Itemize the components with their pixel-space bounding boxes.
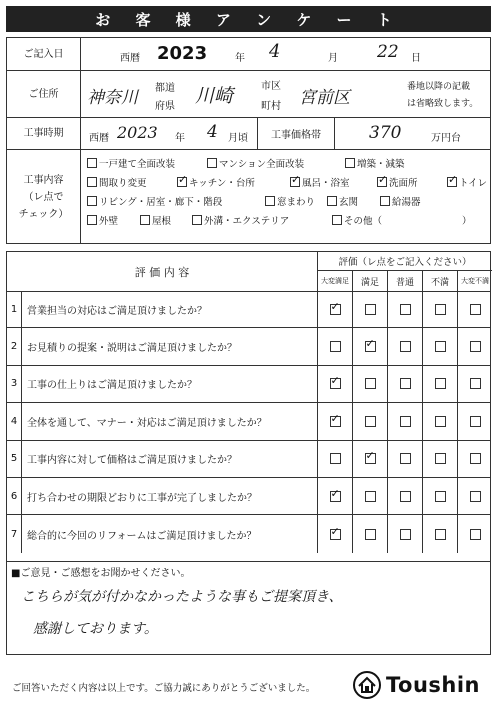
work-row [7,149,490,244]
rating-checkbox[interactable] [435,453,446,464]
question-row [7,291,490,328]
rating-cell [352,291,387,327]
rating-cell [457,515,492,552]
checkbox[interactable] [177,177,187,187]
question-text: お見積りの提案・説明はご満足頂けましたか？ [27,343,237,355]
rating-cell [387,328,422,364]
rating-cell [317,366,352,402]
period-month: 4 [207,122,218,142]
work-option [332,213,382,227]
checkbox[interactable] [290,177,300,187]
date-row [7,38,490,70]
month-unit: 月 [328,53,338,64]
question-text: 営業担当の対応はご満足頂けましたか？ [27,305,207,317]
rating-checkbox[interactable] [400,491,411,502]
rating-cell [422,441,457,477]
price-value: 370 [369,123,402,143]
period-year-unit: 年 [175,133,185,144]
address-label: ご住所 [7,71,81,117]
scale-header: 大変不満 [457,271,492,291]
checkbox[interactable] [207,158,217,168]
rating-cell [387,366,422,402]
price-unit: 万円台 [431,133,461,144]
rating-checkbox[interactable] [365,529,376,540]
question-number: 2 [7,328,22,364]
work-option-label: 玄関 [339,197,359,208]
work-option [87,175,147,189]
rating-cell [422,328,457,364]
rating-checkbox[interactable] [470,491,481,502]
rating-checkbox[interactable] [470,341,481,352]
work-option-label: キッチン・台所 [189,178,255,189]
rating-checkbox[interactable] [470,416,481,427]
rating-cell [457,403,492,439]
rating-checkbox[interactable] [365,453,376,464]
rating-cell [457,328,492,364]
checkbox[interactable] [87,177,97,187]
rating-cell [317,328,352,364]
rating-cell [352,328,387,364]
rating-cell [422,515,457,552]
rating-checkbox[interactable] [470,453,481,464]
rating-checkbox[interactable] [330,529,341,540]
rating-cell [457,366,492,402]
work-option [192,213,289,227]
checkbox[interactable] [192,215,202,225]
work-option-label: 増築・減築 [357,159,405,170]
question-text: 工事の仕上りはご満足頂けましたか？ [27,380,197,392]
checkbox[interactable] [332,215,342,225]
rating-cell [352,515,387,552]
work-option-label: 外壁 [99,216,119,227]
work-option [377,175,418,189]
rating-checkbox[interactable] [400,304,411,315]
comment-line-2: 感謝しております。 [33,621,158,637]
comments-section [6,562,491,655]
address-ward: 宮前区 [299,88,350,108]
rating-checkbox[interactable] [400,453,411,464]
checkbox[interactable] [87,215,97,225]
rating-checkbox[interactable] [400,378,411,389]
rating-checkbox[interactable] [330,304,341,315]
scale-header: 不満 [422,271,457,291]
rating-checkbox[interactable] [470,304,481,315]
work-option-label: その他（ [344,216,383,227]
comments-label: ■ご意見・ご感想をお聞かせください。 [11,568,191,579]
rating-cell [387,478,422,514]
work-option [265,194,315,208]
brand-name: Toushin [386,673,481,697]
rating-checkbox[interactable] [435,416,446,427]
rating-checkbox[interactable] [365,416,376,427]
fuken-label: 府県 [155,101,175,112]
work-option-label: ） [462,216,472,227]
comment-line-1: こちらが気が付かなかったような事もご提案頂き、 [21,589,343,605]
rating-cell [352,478,387,514]
rating-checkbox[interactable] [400,416,411,427]
rating-checkbox[interactable] [365,491,376,502]
info-section [6,37,491,244]
rating-checkbox[interactable] [435,304,446,315]
rating-cell [317,291,352,327]
work-option [177,175,255,189]
work-option [345,156,405,170]
rating-checkbox[interactable] [330,491,341,502]
checkbox[interactable] [327,196,337,206]
question-row [7,515,490,552]
footer-text: ご回答いただく内容は以上です。ご協力誠にありがとうございました。 [12,683,316,694]
date-label: ご記入日 [7,38,81,70]
scale-header: 普通 [387,271,422,291]
work-option [140,213,171,227]
work-option [87,156,175,170]
work-option [207,156,304,170]
work-option [462,213,472,227]
question-text: 打ち合わせの期限どおりに工事が完了しましたか？ [27,492,257,504]
price-label: 工事価格帯 [257,118,335,149]
work-option-label: トイレ [459,178,488,189]
work-option [87,213,118,227]
shiku-label: 市区 [261,81,281,92]
work-option [327,194,358,208]
address-prefecture: 神奈川 [87,88,138,108]
checkbox[interactable] [345,158,355,168]
address-note-1: 番地以降の記載 [407,82,471,92]
rating-checkbox[interactable] [330,341,341,352]
rating-checkbox[interactable] [330,453,341,464]
rating-cell [422,366,457,402]
question-row [7,478,490,515]
rating-checkbox[interactable] [470,529,481,540]
work-option-label: 窓まわり [277,197,316,208]
rating-checkbox[interactable] [435,491,446,502]
question-number: 1 [7,291,22,327]
rating-cell [422,478,457,514]
rating-cell [317,478,352,514]
work-option-label: 外溝・エクステリア [204,216,290,227]
work-option-label: 屋根 [152,216,172,227]
brand-logo [352,670,480,700]
year-unit: 年 [235,53,245,64]
scale-header: 満足 [352,271,387,291]
address-note-2: は省略致します。 [407,99,479,109]
address-row [7,70,490,117]
rating-checkbox[interactable] [400,529,411,540]
day-unit: 日 [411,53,421,64]
rating-cell [317,403,352,439]
rating-checkbox[interactable] [330,416,341,427]
work-option [380,194,421,208]
rating-cell [457,441,492,477]
rating-cell [352,441,387,477]
checkbox[interactable] [265,196,275,206]
todo-label: 都道 [155,83,175,94]
work-option-label: 間取り変更 [99,178,147,189]
work-option [290,175,350,189]
address-city: 川崎 [195,85,234,107]
chouson-label: 町村 [261,101,281,112]
question-text: 総合的に今回のリフォームはご満足頂けましたか？ [27,530,257,542]
period-era: 西暦 [89,133,109,144]
rating-cell [387,403,422,439]
rating-checkbox[interactable] [365,378,376,389]
question-text: 全体を通して、マナー・対応はご満足頂けましたか？ [27,417,267,429]
question-number: 7 [7,515,22,552]
rating-cell [422,291,457,327]
work-option-label: 洗面所 [389,178,418,189]
rating-checkbox[interactable] [330,378,341,389]
question-number: 5 [7,441,22,477]
work-option-label: 風呂・浴室 [302,178,350,189]
rating-cell [352,403,387,439]
period-row [7,117,490,149]
rating-checkbox[interactable] [435,529,446,540]
work-option [447,175,487,189]
question-number: 3 [7,366,22,402]
work-option-label: マンション全面改装 [219,159,305,170]
question-row [7,403,490,440]
evaluation-table [6,251,491,562]
checkbox[interactable] [377,177,387,187]
period-year: 2023 [117,123,158,142]
rating-cell [457,478,492,514]
evaluation-header [7,252,490,292]
period-month-unit: 月頃 [228,133,248,144]
header-content: 評 価 内 容 [134,265,190,279]
work-option [87,194,222,208]
header-rating: 評価（レ点をご記入ください） [317,252,492,271]
rating-cell [387,441,422,477]
question-number: 4 [7,403,22,439]
rating-checkbox[interactable] [470,378,481,389]
checkbox[interactable] [380,196,390,206]
date-year: 2023 [157,43,208,64]
rating-cell [457,291,492,327]
scale-header: 大変満足 [317,271,352,291]
rating-cell [317,515,352,552]
work-option-label: 給湯器 [392,197,421,208]
rating-cell [387,515,422,552]
rating-checkbox[interactable] [435,341,446,352]
date-month: 4 [269,41,281,62]
work-option-label: 一戸建て全面改装 [99,159,176,170]
rating-cell [387,291,422,327]
rating-cell [352,366,387,402]
work-label-2: （レ点で [23,191,64,203]
work-label-3: チェック） [18,208,69,220]
work-label-1: 工事内容 [23,174,64,186]
checkbox[interactable] [87,196,97,206]
date-era: 西暦 [120,53,140,64]
rating-checkbox[interactable] [400,341,411,352]
period-label: 工事時期 [7,118,81,149]
date-day: 22 [377,42,399,62]
house-logo-icon [352,670,382,700]
form-title: お 客 様 ア ン ケ ー ト [6,6,491,32]
work-label [7,150,81,244]
rating-checkbox[interactable] [365,304,376,315]
work-option-label: リビング・居室・廊下・階段 [99,197,223,208]
question-row [7,366,490,403]
rating-checkbox[interactable] [435,378,446,389]
checkbox[interactable] [140,215,150,225]
checkbox[interactable] [87,158,97,168]
question-number: 6 [7,478,22,514]
question-text: 工事内容に対して価格はご満足頂けましたか？ [27,455,237,467]
question-row [7,441,490,478]
question-row [7,328,490,365]
rating-checkbox[interactable] [365,341,376,352]
rating-cell [317,441,352,477]
checkbox[interactable] [447,177,457,187]
rating-cell [422,403,457,439]
